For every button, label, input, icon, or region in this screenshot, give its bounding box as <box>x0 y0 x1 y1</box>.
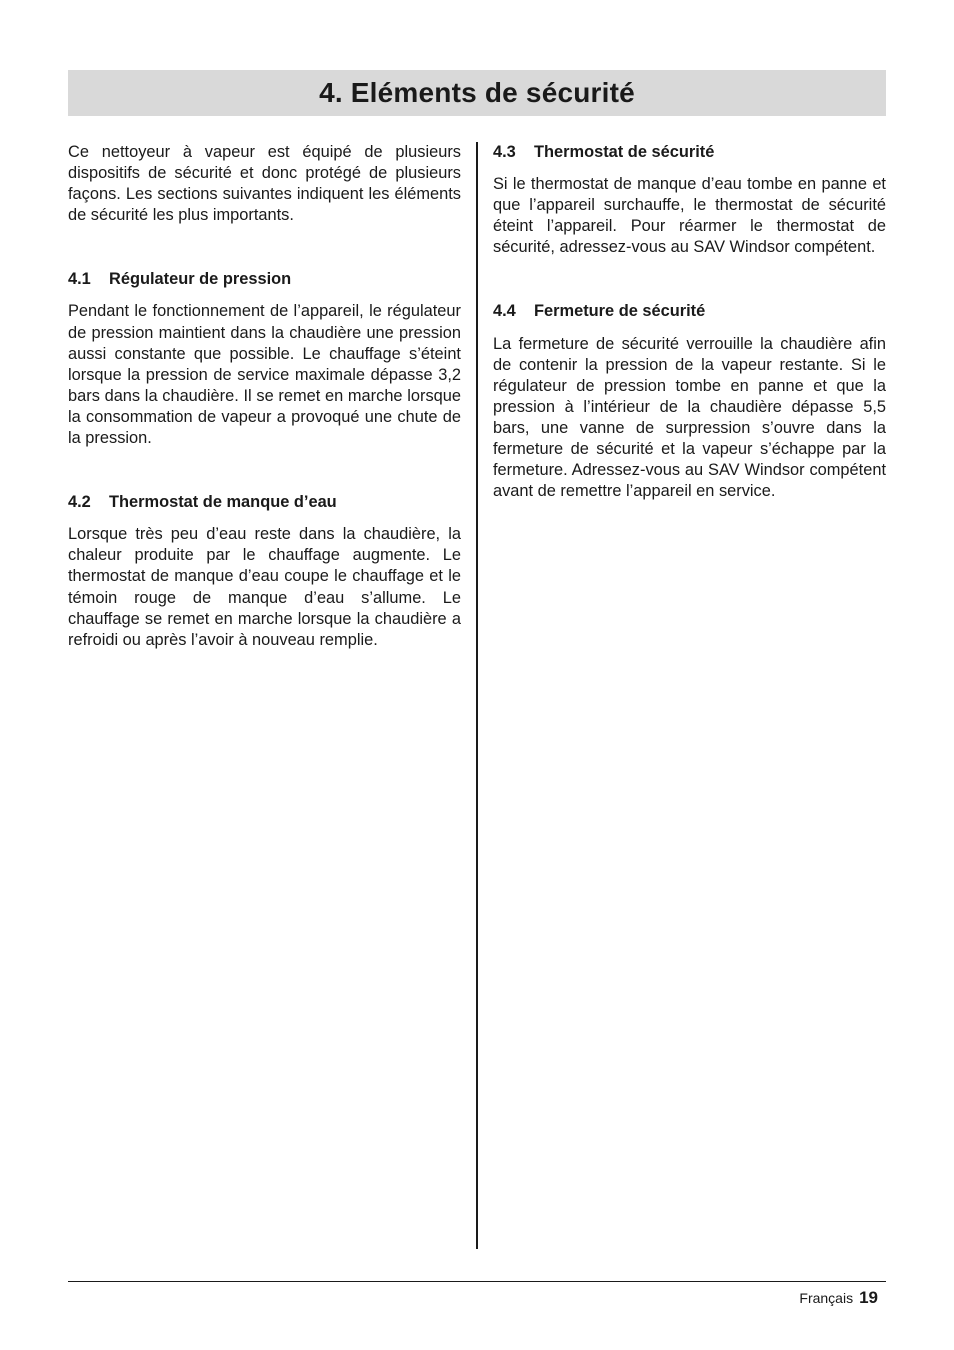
section-heading-4-1 <box>68 269 461 290</box>
section-title: Fermeture de sécurité <box>534 302 706 321</box>
section-number: 4.3 <box>493 143 516 161</box>
page-number: 19 <box>859 1288 878 1307</box>
section-title: Thermostat de manque d’eau <box>109 493 337 512</box>
title-bar <box>68 70 886 116</box>
page-title: 4. Eléments de sécurité <box>319 77 635 108</box>
section-title: Régulateur de pression <box>109 270 292 289</box>
section-number: 4.4 <box>493 302 516 321</box>
section-heading-4-2 <box>68 492 461 513</box>
page-footer <box>799 1288 878 1308</box>
intro-paragraph: Ce nettoyeur à vapeur est équipé de plusieurs dispositifs de sécurité et donc protégé de plusieurs façons. Les sections suivantes indiquent les éléments de sécurité les plus importants. <box>68 143 461 225</box>
section-number: 4.1 <box>68 270 91 289</box>
section-heading-4-3 <box>493 142 886 163</box>
left-column <box>68 142 461 651</box>
section-title: Thermostat de sécurité <box>534 143 715 161</box>
right-column <box>493 142 886 502</box>
footer-rule <box>68 1281 886 1282</box>
section-heading-4-4 <box>493 301 886 322</box>
section-body-4-3: Si le thermostat de manque d’eau tombe en panne et que l’appareil surchauffe, le thermostat de sécurité éteint l’appareil. Pour réarmer le thermostat de sécurité, adressez-vous au SAV Windsor compétent. <box>493 175 886 257</box>
section-number: 4.2 <box>68 493 91 512</box>
section-body-4-2: Lorsque très peu d’eau reste dans la chaudière, la chaleur produite par le chauffage augmente. Le thermostat de manque d’eau coupe le chauffage et le témoin rouge de manque d’eau s’allume. Le chauffage se remet en marche lorsque la chaudière a refroidi ou après l’avoir à nouveau remplie. <box>68 525 461 649</box>
column-divider <box>476 142 478 1249</box>
section-body-4-4: La fermeture de sécurité verrouille la chaudière afin de contenir la pression de la vapeur restante. Si le régulateur de pression tombe en panne et que la pression à l’intérieur de la chaudière dépasse 5,5 bars, une vanne de surpression s’ouvre dans la fermeture de sécurité et la vapeur s’échappe par la fermeture. Adressez-vous au SAV Windsor compétent avant de remettre l’appareil en service. <box>493 334 886 501</box>
section-body-4-1: Pendant le fonctionnement de l’appareil, le régulateur de pression maintient dans la chaudière une pression aussi constante que possible. Le chauffage s’éteint lorsque la pression de service maximale dépasse 3,2 bars dans la chaudière. Il se remet en marche lorsque la consommation de vapeur a provoqué une chute de la pression. <box>68 302 461 448</box>
footer-language: Français <box>799 1290 854 1306</box>
